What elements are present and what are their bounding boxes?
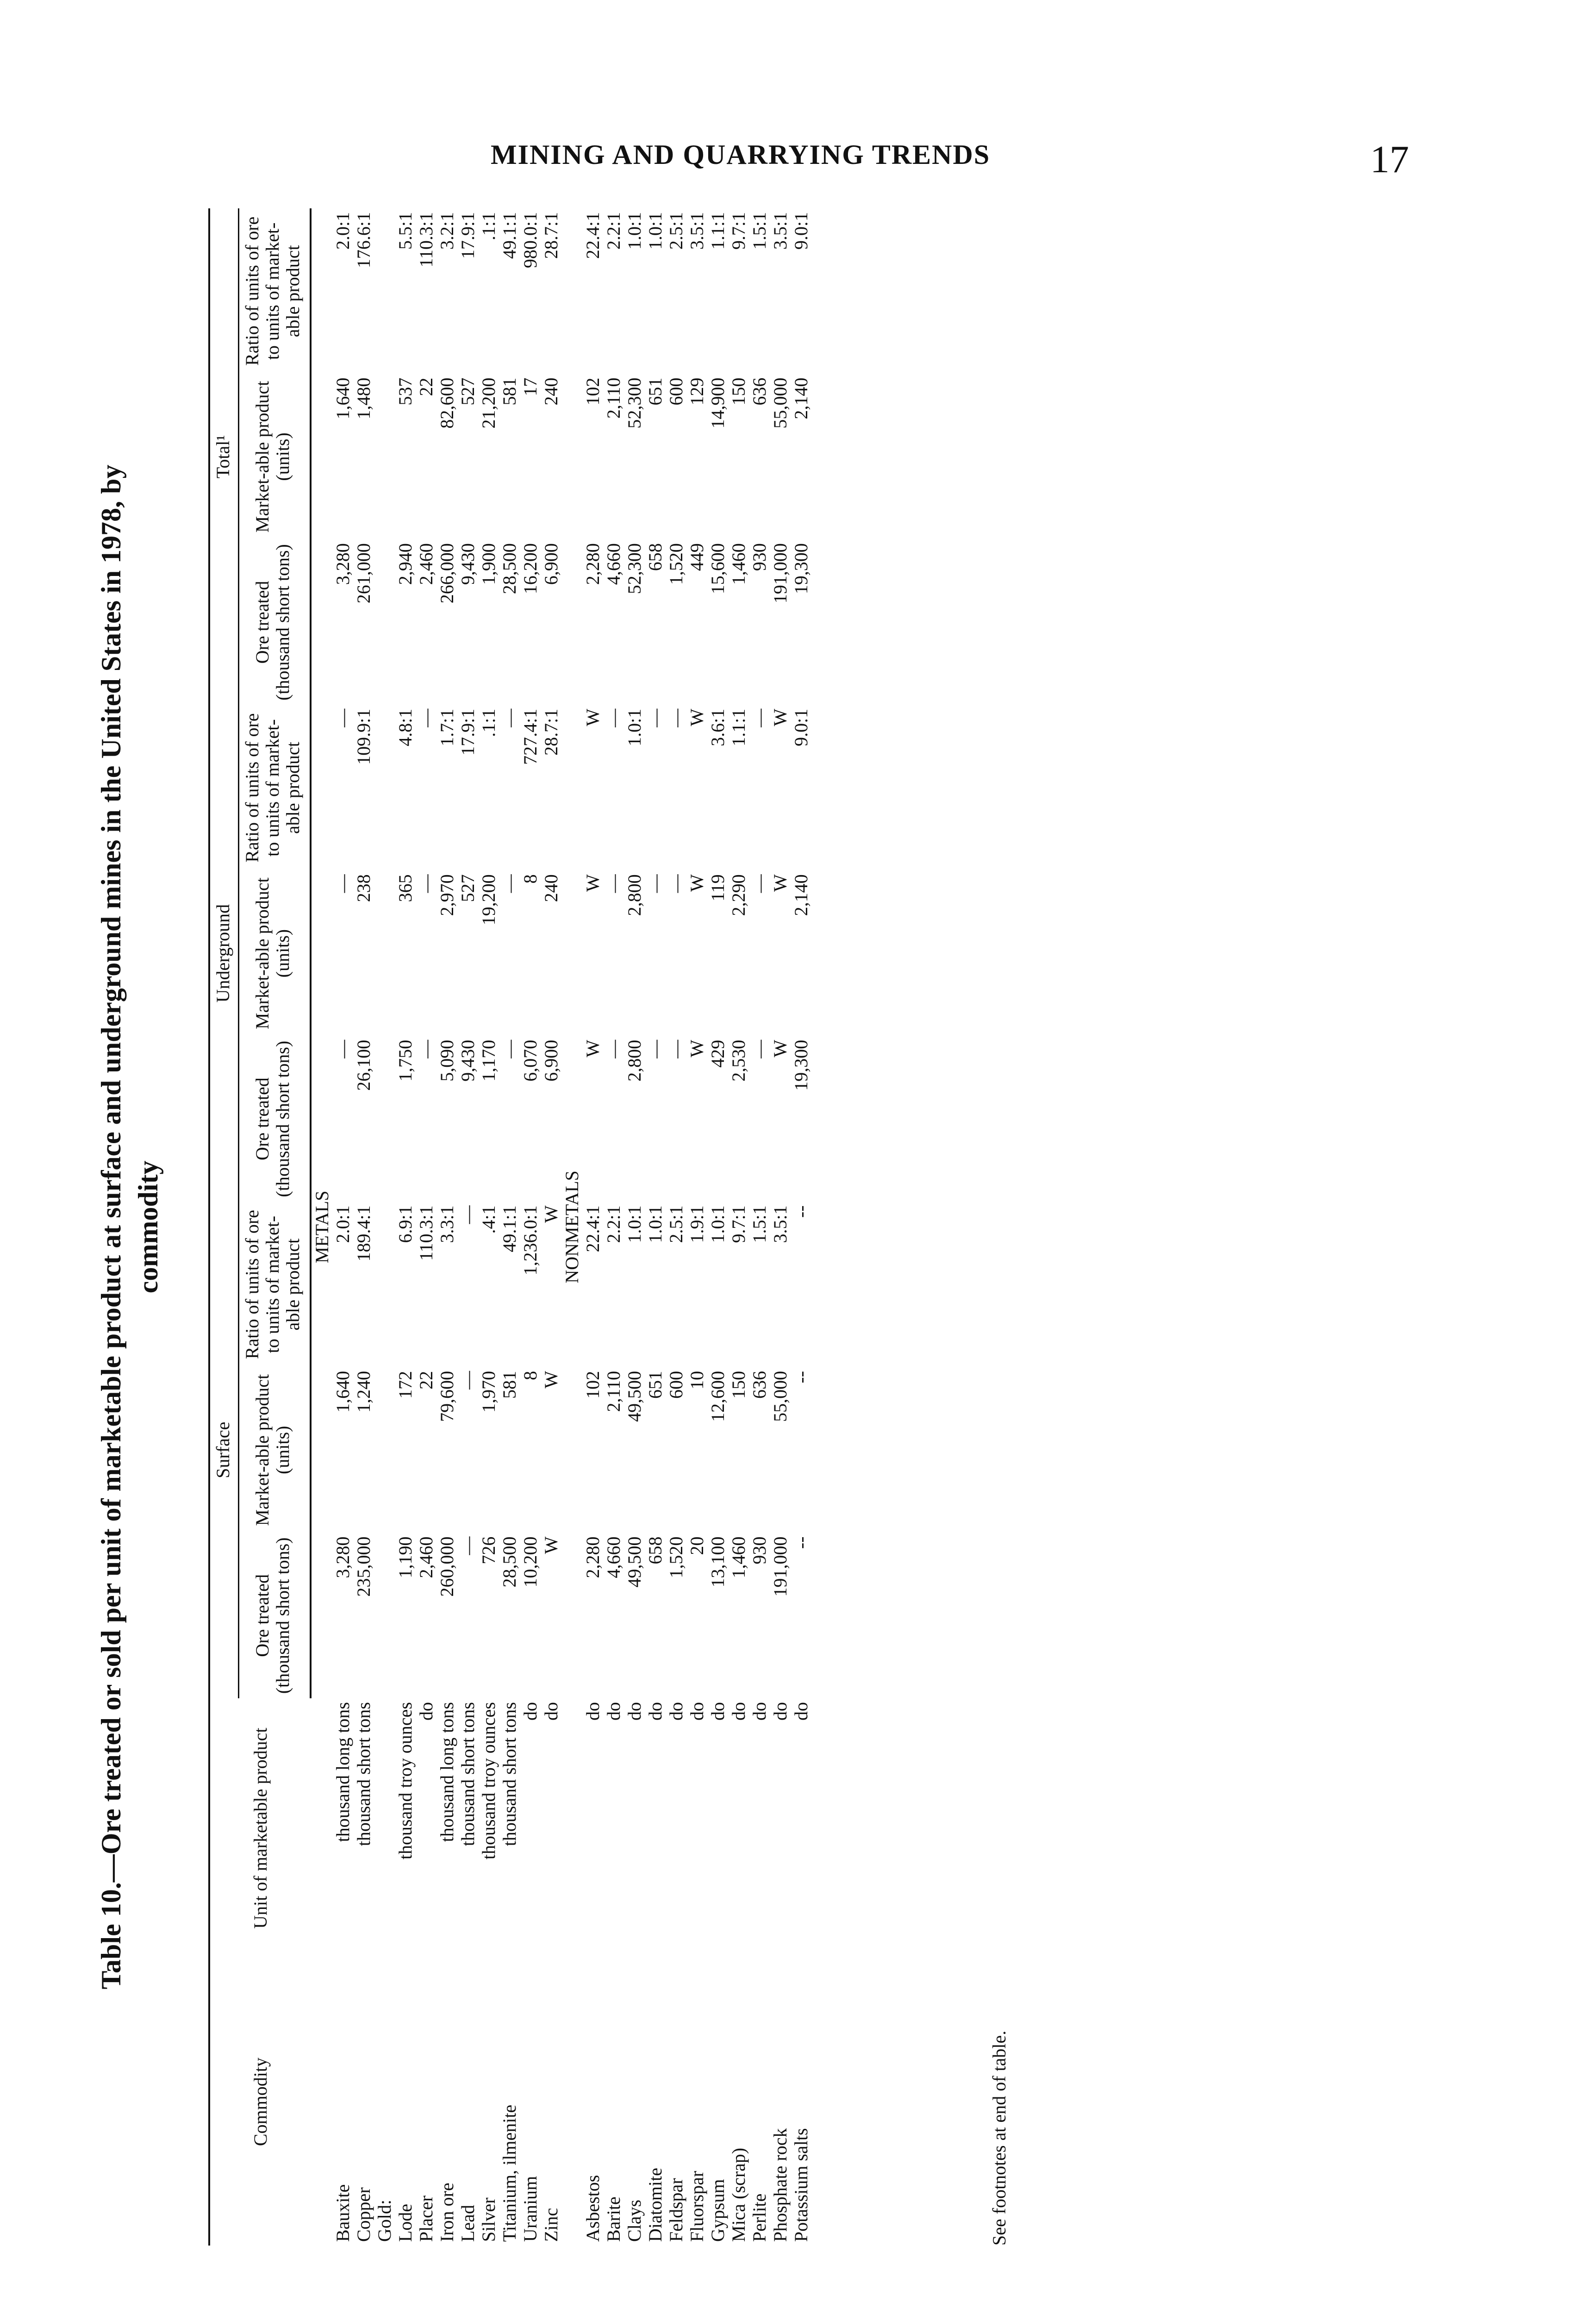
value-cell: 2,940 xyxy=(395,543,416,585)
value-cell: W xyxy=(582,708,603,726)
table-row xyxy=(332,208,353,2246)
value-cell: 266,000 xyxy=(436,543,457,604)
unit-cell: do xyxy=(582,1702,603,1721)
value-cell: 22.4:1 xyxy=(582,1205,603,1252)
value-cell: — xyxy=(749,708,770,727)
value-cell: .4:1 xyxy=(478,1205,499,1234)
value-cell: 1.0:1 xyxy=(645,212,666,250)
value-cell: 726 xyxy=(478,1536,499,1564)
commodity-cell: Uranium xyxy=(520,2176,541,2242)
unit-cell: thousand short tons xyxy=(499,1702,520,1846)
value-cell: 2,110 xyxy=(603,377,624,419)
header-total: Total¹ xyxy=(209,208,239,705)
value-cell: 1.9:1 xyxy=(686,1205,707,1243)
value-cell: 189.4:1 xyxy=(353,1205,374,1262)
value-cell: 2,280 xyxy=(582,543,603,585)
value-cell: 2,530 xyxy=(728,1039,749,1082)
value-cell: — xyxy=(749,1039,770,1058)
value-cell: 2,110 xyxy=(603,1371,624,1412)
commodity-cell: Fluorspar xyxy=(686,2171,707,2242)
value-cell: .1:1 xyxy=(478,212,499,241)
unit-cell: thousand short tons xyxy=(457,1702,478,1846)
value-cell: 3.5:1 xyxy=(770,212,791,250)
value-cell xyxy=(374,1367,395,1533)
value-cell: 636 xyxy=(749,1371,770,1399)
value-cell: 9.0:1 xyxy=(791,708,811,746)
value-cell: — xyxy=(332,1039,353,1058)
unit-cell: do xyxy=(791,1702,811,1721)
value-cell: 2,140 xyxy=(791,377,811,419)
value-cell: 13,100 xyxy=(707,1536,728,1588)
value-cell: W xyxy=(541,1371,561,1389)
value-cell: W xyxy=(770,708,791,726)
value-cell: 28.7:1 xyxy=(541,212,561,259)
table-row xyxy=(582,208,603,2246)
table-row xyxy=(416,208,436,2246)
value-cell: 581 xyxy=(499,377,520,406)
value-cell: W xyxy=(686,708,707,726)
table-row xyxy=(624,208,645,2246)
value-cell: 3.5:1 xyxy=(686,212,707,250)
header-underground-marketable: Market-able product (units) xyxy=(239,870,311,1036)
commodity-cell: Phosphate rock xyxy=(770,2128,791,2242)
header-underground-ore: Ore treated (thousand short tons) xyxy=(239,1036,311,1202)
value-cell: 6,070 xyxy=(520,1039,541,1082)
value-cell: 1,520 xyxy=(666,543,686,585)
value-cell: W xyxy=(770,874,791,892)
value-cell: 365 xyxy=(395,874,416,902)
value-cell: 240 xyxy=(541,874,561,902)
table-row xyxy=(686,208,707,2246)
value-cell: 2,460 xyxy=(416,543,436,585)
commodity-cell: Lode xyxy=(395,2203,416,2242)
commodity-cell: Mica (scrap) xyxy=(728,2147,749,2242)
header-unit: Unit of marketable product xyxy=(209,1698,311,1958)
value-cell: 129 xyxy=(686,377,707,406)
value-cell: — xyxy=(457,1371,478,1390)
value-cell: — xyxy=(666,874,686,893)
commodity-cell: Titanium, ilmenite xyxy=(499,2104,520,2242)
section-nonmetals: NONMETALS xyxy=(561,1170,582,1283)
value-cell: 49.1:1 xyxy=(499,1205,520,1252)
value-cell: 1,460 xyxy=(728,543,749,585)
value-cell: 1,640 xyxy=(332,377,353,419)
value-cell xyxy=(374,208,395,374)
unit-cell: do xyxy=(749,1702,770,1721)
value-cell: 658 xyxy=(645,543,666,571)
commodity-cell: Gold: xyxy=(374,2199,395,2242)
value-cell: 527 xyxy=(457,874,478,902)
unit-cell: do xyxy=(416,1702,436,1721)
value-cell: — xyxy=(416,708,436,727)
value-cell: 17.9:1 xyxy=(457,708,478,756)
value-cell: 19,200 xyxy=(478,874,499,926)
value-cell: 1,970 xyxy=(478,1371,499,1413)
value-cell: 651 xyxy=(645,1371,666,1399)
unit-cell: do xyxy=(520,1702,541,1721)
value-cell: 102 xyxy=(582,377,603,406)
value-cell: — xyxy=(332,708,353,727)
value-cell: 110.3:1 xyxy=(416,212,436,268)
commodity-cell: Asbestos xyxy=(582,2175,603,2242)
value-cell: 10,200 xyxy=(520,1536,541,1588)
value-cell: 22 xyxy=(416,377,436,396)
value-cell: 651 xyxy=(645,377,666,406)
value-cell: 1,900 xyxy=(478,543,499,585)
unit-cell: do xyxy=(707,1702,728,1721)
value-cell: 2,140 xyxy=(791,874,811,916)
commodity-cell: Gypsum xyxy=(707,2179,728,2242)
value-cell: W xyxy=(686,874,707,892)
value-cell: — xyxy=(499,874,520,893)
table-row xyxy=(728,208,749,2246)
value-cell: — xyxy=(499,1039,520,1058)
value-cell: 5.5:1 xyxy=(395,212,416,250)
value-cell: 4,660 xyxy=(603,543,624,585)
unit-cell xyxy=(374,1698,395,1958)
value-cell: 1,190 xyxy=(395,1536,416,1578)
value-cell: 3,280 xyxy=(332,543,353,585)
value-cell: 10 xyxy=(686,1371,707,1390)
value-cell: 235,000 xyxy=(353,1536,374,1597)
value-cell: 261,000 xyxy=(353,543,374,604)
table-row xyxy=(436,208,457,2246)
value-cell: 449 xyxy=(686,543,707,571)
value-cell: W xyxy=(770,1039,791,1057)
value-cell: 49.1:1 xyxy=(499,212,520,259)
value-cell: 15,600 xyxy=(707,543,728,594)
value-cell: — xyxy=(666,708,686,727)
unit-cell: thousand troy ounces xyxy=(478,1702,499,1860)
value-cell: 1,170 xyxy=(478,1039,499,1082)
nonmetals-rows xyxy=(582,208,811,2246)
value-cell: 26,100 xyxy=(353,1039,374,1091)
unit-cell: do xyxy=(728,1702,749,1721)
value-cell: 49,500 xyxy=(624,1536,645,1588)
value-cell: 1.5:1 xyxy=(749,1205,770,1243)
value-cell: 110.3:1 xyxy=(416,1205,436,1261)
value-cell: 16,200 xyxy=(520,543,541,594)
value-cell: 150 xyxy=(728,377,749,406)
value-cell: 9,430 xyxy=(457,543,478,585)
value-cell: 636 xyxy=(749,377,770,406)
value-cell: 2,280 xyxy=(582,1536,603,1578)
value-cell: — xyxy=(457,1536,478,1555)
header-total-ratio: Ratio of units of ore to units of market-able product xyxy=(239,208,311,374)
value-cell: 172 xyxy=(395,1371,416,1399)
unit-cell: thousand long tons xyxy=(436,1702,457,1842)
value-cell xyxy=(374,1201,395,1367)
commodity-cell: Feldspar xyxy=(666,2178,686,2242)
unit-cell: do xyxy=(541,1702,561,1721)
value-cell: 176.6:1 xyxy=(353,212,374,269)
value-cell: 82,600 xyxy=(436,377,457,429)
value-cell: W xyxy=(541,1536,561,1554)
value-cell: 2.0:1 xyxy=(332,1205,353,1243)
commodity-cell: Copper xyxy=(353,2187,374,2242)
value-cell: 6,900 xyxy=(541,543,561,585)
value-cell: 2.5:1 xyxy=(666,1205,686,1243)
value-cell: 240 xyxy=(541,377,561,406)
table-row xyxy=(395,208,416,2246)
value-cell: 600 xyxy=(666,377,686,406)
value-cell: 658 xyxy=(645,1536,666,1564)
table-row xyxy=(666,208,686,2246)
commodity-cell: Bauxite xyxy=(332,2184,353,2242)
value-cell: — xyxy=(332,874,353,893)
value-cell: — xyxy=(416,874,436,893)
value-cell: 21,200 xyxy=(478,377,499,429)
value-cell: 2.0:1 xyxy=(332,212,353,250)
value-cell: 22 xyxy=(416,1371,436,1390)
value-cell xyxy=(374,1036,395,1202)
commodity-cell: Barite xyxy=(603,2196,624,2242)
value-cell: 55,000 xyxy=(770,1371,791,1422)
data-table xyxy=(208,208,811,2246)
value-cell xyxy=(374,539,395,705)
page-number: 17 xyxy=(1370,138,1409,181)
value-cell: 930 xyxy=(749,1536,770,1564)
value-cell: 9,430 xyxy=(457,1039,478,1082)
header-underground-ratio: Ratio of units of ore to units of market-able product xyxy=(239,705,311,871)
value-cell: 19,300 xyxy=(791,1039,811,1091)
value-cell: — xyxy=(645,1039,666,1058)
table-row xyxy=(770,208,791,2246)
value-cell: 238 xyxy=(353,874,374,902)
value-cell: 3.6:1 xyxy=(707,708,728,746)
value-cell: 6.9:1 xyxy=(395,1205,416,1243)
value-cell: — xyxy=(645,874,666,893)
commodity-cell: Silver xyxy=(478,2197,499,2242)
commodity-cell: Diatomite xyxy=(645,2168,666,2242)
value-cell: W xyxy=(582,1039,603,1057)
value-cell: W xyxy=(686,1039,707,1057)
value-cell: 22.4:1 xyxy=(582,212,603,259)
value-cell: 1,520 xyxy=(666,1536,686,1578)
value-cell: 3.3:1 xyxy=(436,1205,457,1243)
value-cell: 8 xyxy=(520,1371,541,1381)
unit-cell: do xyxy=(666,1702,686,1721)
value-cell: 191,000 xyxy=(770,1536,791,1597)
value-cell: 1.5:1 xyxy=(749,212,770,250)
value-cell: 1,236.0:1 xyxy=(520,1205,541,1276)
value-cell: 1,640 xyxy=(332,1371,353,1413)
unit-cell: do xyxy=(624,1702,645,1721)
value-cell: 12,600 xyxy=(707,1371,728,1422)
value-cell: 28,500 xyxy=(499,543,520,594)
value-cell: 8 xyxy=(520,874,541,884)
header-total-marketable: Market-able product (units) xyxy=(239,374,311,540)
value-cell: 1.1:1 xyxy=(707,212,728,250)
value-cell: 1.0:1 xyxy=(645,1205,666,1243)
value-cell: 980.0:1 xyxy=(520,212,541,269)
value-cell: 429 xyxy=(707,1039,728,1068)
value-cell: 49,500 xyxy=(624,1371,645,1422)
value-cell: — xyxy=(603,1039,624,1058)
value-cell: -- xyxy=(791,1371,811,1383)
unit-cell: do xyxy=(686,1702,707,1721)
table-title-line-2: commodity xyxy=(133,1160,163,1294)
value-cell: 1,240 xyxy=(353,1371,374,1413)
value-cell: 260,000 xyxy=(436,1536,457,1597)
value-cell: 2,800 xyxy=(624,1039,645,1082)
value-cell: 102 xyxy=(582,1371,603,1399)
value-cell: -- xyxy=(791,1536,811,1549)
header-surface: Surface xyxy=(209,1201,239,1698)
table-row xyxy=(645,208,666,2246)
header-surface-marketable: Market-able product (units) xyxy=(239,1367,311,1533)
table-row xyxy=(791,208,811,2246)
table-row xyxy=(374,208,395,2246)
header-surface-ore: Ore treated (thousand short tons) xyxy=(239,1533,311,1699)
value-cell: 4.8:1 xyxy=(395,708,416,746)
value-cell: 14,900 xyxy=(707,377,728,429)
value-cell: 537 xyxy=(395,377,416,406)
value-cell: 2.5:1 xyxy=(666,212,686,250)
value-cell: 2.2:1 xyxy=(603,212,624,250)
table-row xyxy=(478,208,499,2246)
value-cell: 79,600 xyxy=(436,1371,457,1422)
value-cell: — xyxy=(457,1205,478,1224)
unit-cell: do xyxy=(603,1702,624,1721)
value-cell: 4,660 xyxy=(603,1536,624,1578)
running-head: MINING AND QUARRYING TRENDS xyxy=(491,139,991,170)
table-title xyxy=(93,208,194,2246)
value-cell: 1,480 xyxy=(353,377,374,419)
table-row xyxy=(541,208,561,2246)
value-cell: 28.7:1 xyxy=(541,708,561,756)
value-cell: 727.4:1 xyxy=(520,708,541,765)
table-row xyxy=(707,208,728,2246)
value-cell xyxy=(374,705,395,871)
value-cell: 6,900 xyxy=(541,1039,561,1082)
value-cell: 1,750 xyxy=(395,1039,416,1082)
value-cell: 527 xyxy=(457,377,478,406)
header-total-ore: Ore treated (thousand short tons) xyxy=(239,539,311,705)
commodity-cell: Zinc xyxy=(541,2208,561,2242)
commodity-cell: Lead xyxy=(457,2205,478,2242)
value-cell: 119 xyxy=(707,874,728,901)
value-cell: 9.7:1 xyxy=(728,1205,749,1243)
value-cell: 1.0:1 xyxy=(624,708,645,746)
value-cell: W xyxy=(541,1205,561,1223)
value-cell: — xyxy=(603,874,624,893)
rotated-table-block xyxy=(93,208,1111,2246)
value-cell: 2.2:1 xyxy=(603,1205,624,1243)
value-cell: 581 xyxy=(499,1371,520,1399)
unit-cell: thousand long tons xyxy=(332,1702,353,1842)
value-cell: 1,460 xyxy=(728,1536,749,1578)
header-underground: Underground xyxy=(209,705,239,1202)
value-cell: 2,290 xyxy=(728,874,749,916)
value-cell: .1:1 xyxy=(478,708,499,737)
unit-cell: do xyxy=(645,1702,666,1721)
commodity-cell: Perlite xyxy=(749,2193,770,2242)
unit-cell: thousand troy ounces xyxy=(395,1702,416,1860)
value-cell: 19,300 xyxy=(791,543,811,594)
value-cell: — xyxy=(499,708,520,727)
value-cell: W xyxy=(582,874,603,892)
value-cell: 2,800 xyxy=(624,874,645,916)
value-cell: 1.7:1 xyxy=(436,708,457,746)
value-cell: — xyxy=(416,1039,436,1058)
value-cell xyxy=(374,374,395,540)
metals-rows xyxy=(332,208,561,2246)
value-cell xyxy=(374,870,395,1036)
value-cell: 109.9:1 xyxy=(353,708,374,765)
header-surface-ratio: Ratio of units of ore to units of market-able product xyxy=(239,1201,311,1367)
value-cell: -- xyxy=(791,1205,811,1218)
commodity-cell: Clays xyxy=(624,2199,645,2242)
value-cell: — xyxy=(603,708,624,727)
value-cell: 191,000 xyxy=(770,543,791,604)
value-cell: 52,300 xyxy=(624,543,645,594)
table-row xyxy=(353,208,374,2246)
value-cell: 3,280 xyxy=(332,1536,353,1578)
value-cell xyxy=(374,1533,395,1699)
table-row xyxy=(749,208,770,2246)
value-cell: 17.9:1 xyxy=(457,212,478,259)
value-cell: 1.0:1 xyxy=(624,1205,645,1243)
unit-cell: do xyxy=(770,1702,791,1721)
table-title-line-1: Table 10.—Ore treated or sold per unit of marketable product at surface and underground mines in the United States in 1978, by xyxy=(96,464,126,1990)
table-row xyxy=(520,208,541,2246)
value-cell: 3.2:1 xyxy=(436,212,457,250)
table-row xyxy=(499,208,520,2246)
value-cell: 150 xyxy=(728,1371,749,1399)
value-cell: 2,460 xyxy=(416,1536,436,1578)
commodity-cell: Placer xyxy=(416,2196,436,2242)
commodity-cell: Iron ore xyxy=(436,2183,457,2242)
value-cell: 930 xyxy=(749,543,770,571)
value-cell: 9.0:1 xyxy=(791,212,811,250)
table-row xyxy=(457,208,478,2246)
footnote: See footnotes at end of table. xyxy=(989,2030,1010,2246)
value-cell: — xyxy=(749,874,770,893)
table-row xyxy=(603,208,624,2246)
value-cell: 20 xyxy=(686,1536,707,1555)
value-cell: — xyxy=(645,708,666,727)
value-cell: 3.5:1 xyxy=(770,1205,791,1243)
value-cell: 600 xyxy=(666,1371,686,1399)
value-cell: — xyxy=(666,1039,686,1058)
value-cell: 17 xyxy=(520,377,541,396)
unit-cell: thousand short tons xyxy=(353,1702,374,1846)
value-cell: 1.0:1 xyxy=(707,1205,728,1243)
value-cell: 5,090 xyxy=(436,1039,457,1082)
value-cell: 9.7:1 xyxy=(728,212,749,250)
value-cell: 55,000 xyxy=(770,377,791,429)
commodity-cell: Potassium salts xyxy=(791,2128,811,2242)
value-cell: 2,970 xyxy=(436,874,457,916)
value-cell: 1.0:1 xyxy=(624,212,645,250)
value-cell: 52,300 xyxy=(624,377,645,429)
section-metals: METALS xyxy=(312,1190,332,1264)
value-cell: 1.1:1 xyxy=(728,708,749,746)
value-cell: 28,500 xyxy=(499,1536,520,1588)
header-commodity: Commodity xyxy=(209,1958,311,2246)
